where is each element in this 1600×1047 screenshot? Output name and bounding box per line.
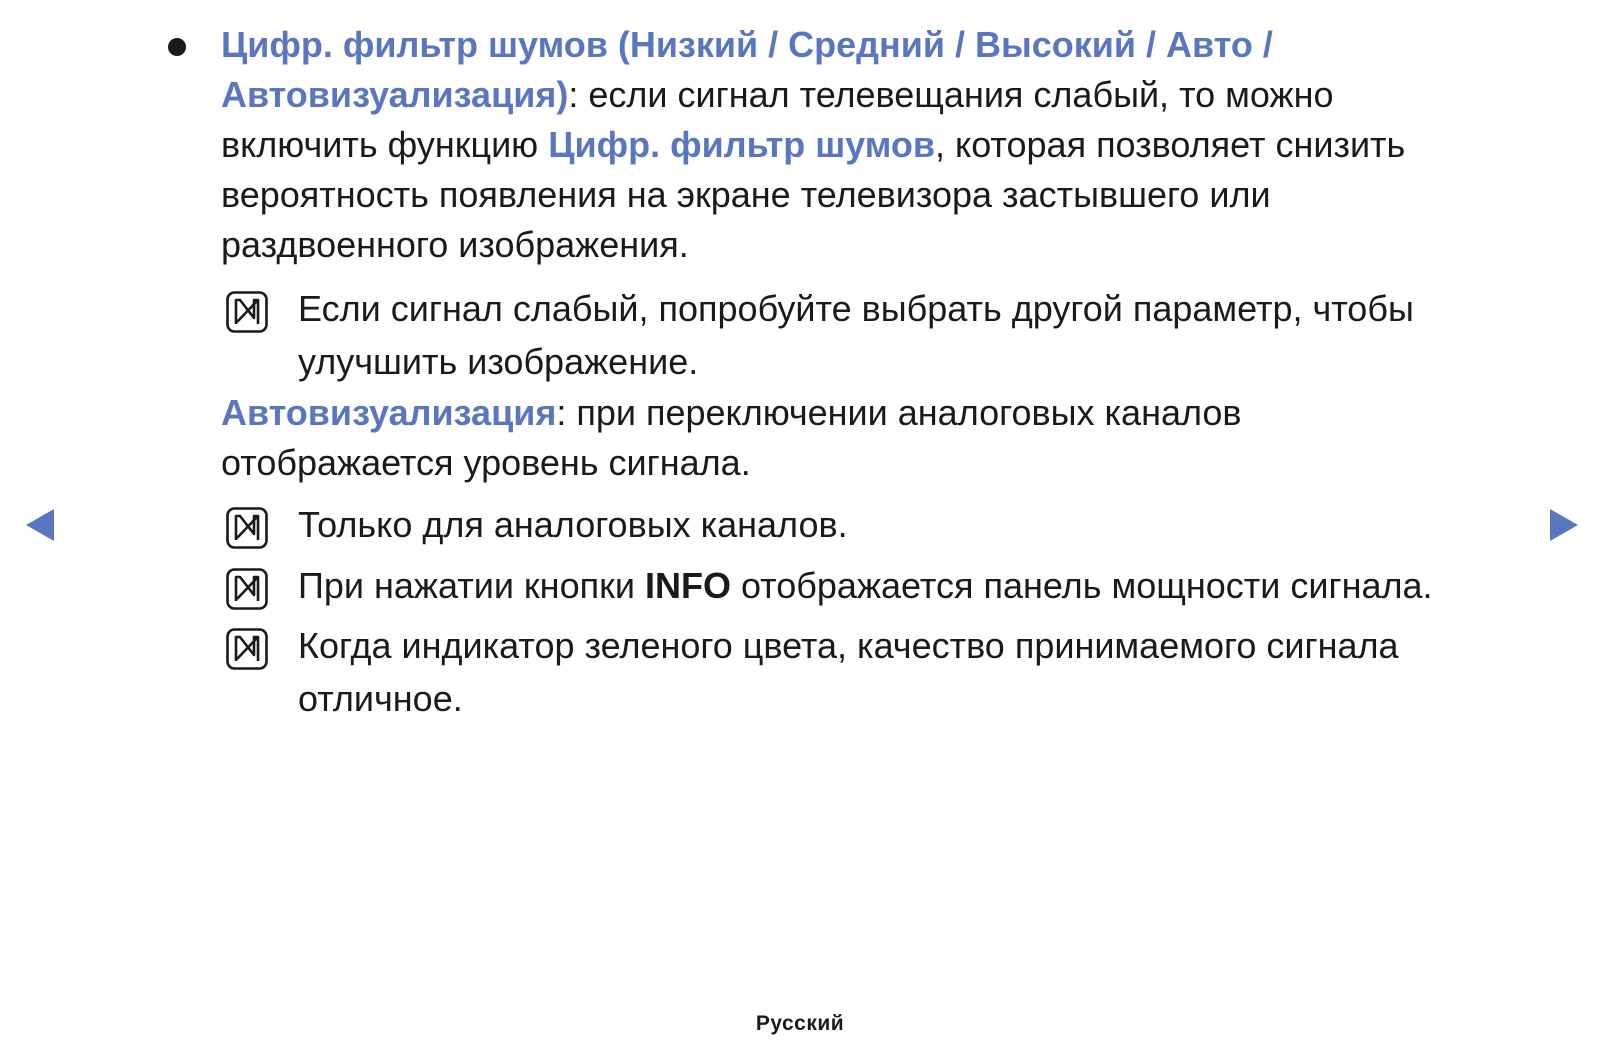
note-2-text (298, 498, 1558, 551)
bullet-line-3 (221, 120, 1541, 170)
triangle-left-icon (26, 509, 54, 541)
note-4-text (298, 619, 1558, 725)
bullet-line-2 (221, 70, 1541, 120)
note-3-text (298, 559, 1558, 612)
autovis-line1-text: : при переключении аналоговых каналов (556, 392, 1242, 433)
bullet-line3-highlight: Цифр. фильтр шумов (548, 124, 936, 165)
autovis-line-1 (221, 388, 1521, 438)
info-key-label: INFO (644, 565, 731, 606)
note-1-line-1: Если сигнал слабый, попробуйте выбрать другой параметр, чтобы (298, 288, 1414, 329)
note-icon (226, 507, 268, 549)
note-1-line-2: улучшить изображение. (298, 341, 699, 382)
note-icon (226, 291, 268, 333)
note-icon (226, 628, 268, 670)
next-page-button[interactable] (1548, 507, 1580, 543)
note-3-post: отображается панель мощности сигнала. (730, 565, 1433, 606)
note-2-line-1: Только для аналоговых каналов. (298, 504, 848, 545)
bullet-line3-post: , которая позволяет снизить (935, 124, 1406, 165)
footer-language: Русский (755, 1012, 845, 1035)
bullet-title-part1: Цифр. фильтр шумов (Низкий / Средний / Высокий / Авто / (221, 24, 1273, 65)
note-4-line-2: отличное. (298, 678, 463, 719)
bullet-line2-text: : если сигнал телевещания слабый, то можно (568, 74, 1334, 115)
bullet-title-part2: Автовизуализация) (221, 74, 569, 115)
prev-page-button[interactable] (24, 507, 56, 543)
autovis-paragraph (221, 388, 1521, 488)
bullet-line-1 (221, 20, 1541, 70)
bullet-line3-pre: включить функцию (221, 124, 549, 165)
note-icon (226, 568, 268, 610)
note-3-line-1 (298, 559, 1558, 612)
bullet-line-4: вероятность появления на экране телевизора застывшего или (221, 174, 1271, 215)
autovis-highlight: Автовизуализация (221, 392, 557, 433)
bullet-dot (168, 38, 186, 56)
bullet-paragraph (221, 20, 1541, 270)
autovis-line-2: отображается уровень сигнала. (221, 442, 751, 483)
bullet-line-5: раздвоенного изображения. (221, 224, 689, 265)
note-4-line-1: Когда индикатор зеленого цвета, качество принимаемого сигнала (298, 625, 1399, 666)
note-3-pre: При нажатии кнопки (298, 565, 645, 606)
triangle-right-icon (1550, 509, 1578, 541)
note-1-text (298, 282, 1558, 388)
